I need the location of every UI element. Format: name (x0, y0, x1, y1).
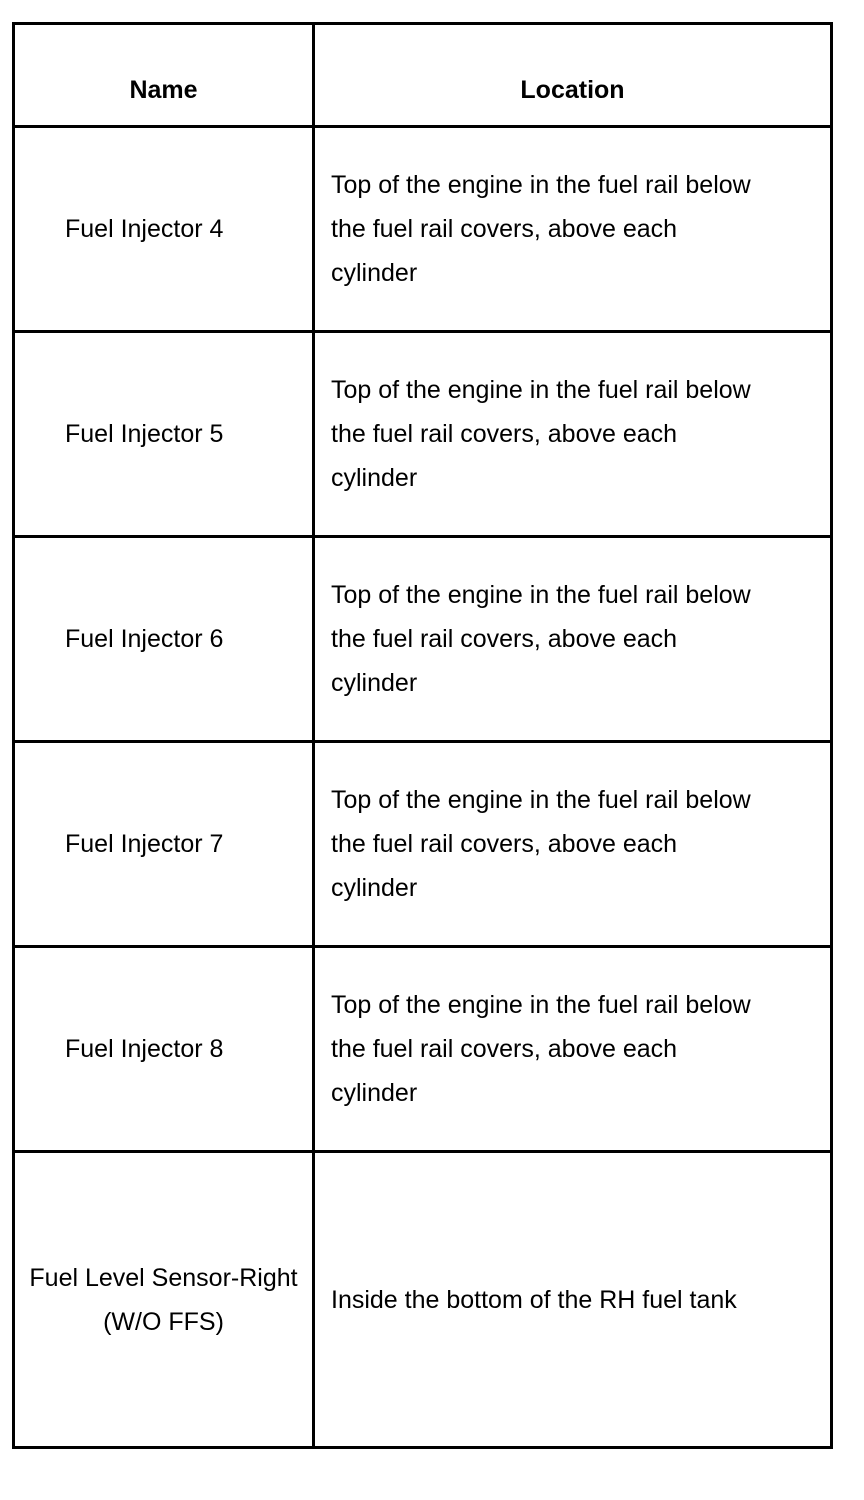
location-cell: Top of the engine in the fuel rail below the fuel rail covers, above each cylinder (314, 332, 832, 537)
name-cell: Fuel Injector 6 (14, 537, 314, 742)
name-cell: Fuel Injector 5 (14, 332, 314, 537)
location-cell: Top of the engine in the fuel rail below the fuel rail covers, above each cylinder (314, 947, 832, 1152)
table-row (14, 332, 832, 537)
location-cell: Top of the engine in the fuel rail below the fuel rail covers, above each cylinder (314, 537, 832, 742)
location-cell: Inside the bottom of the RH fuel tank (314, 1152, 832, 1448)
table-row (14, 1152, 832, 1448)
component-location-table (12, 22, 833, 1449)
column-header-location: Location (314, 24, 832, 127)
name-cell: Fuel Level Sensor-Right (W/O FFS) (14, 1152, 314, 1448)
name-cell: Fuel Injector 7 (14, 742, 314, 947)
name-cell: Fuel Injector 4 (14, 127, 314, 332)
table-row (14, 742, 832, 947)
location-cell: Top of the engine in the fuel rail below the fuel rail covers, above each cylinder (314, 742, 832, 947)
column-header-name: Name (14, 24, 314, 127)
table-header-row (14, 24, 832, 127)
location-cell: Top of the engine in the fuel rail below the fuel rail covers, above each cylinder (314, 127, 832, 332)
name-cell: Fuel Injector 8 (14, 947, 314, 1152)
table-row (14, 947, 832, 1152)
table-row (14, 537, 832, 742)
table-row (14, 127, 832, 332)
